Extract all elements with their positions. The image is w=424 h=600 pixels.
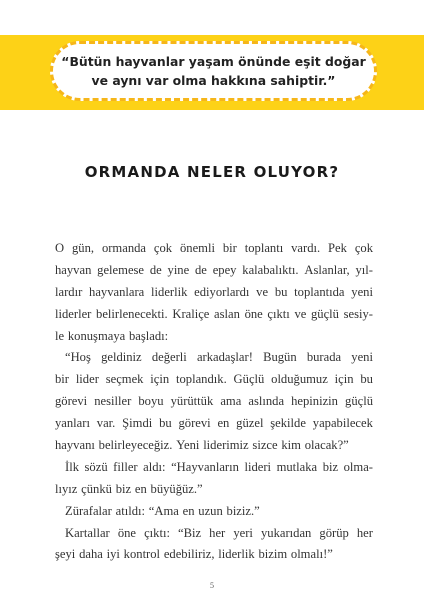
word: çünkü xyxy=(81,481,112,496)
word: gün, xyxy=(72,241,95,255)
word: olmalı!” xyxy=(290,547,333,562)
word: toplantı xyxy=(244,241,284,255)
word: iyi xyxy=(106,547,120,562)
word: en xyxy=(134,481,147,496)
word: sözü xyxy=(84,459,108,474)
story-text xyxy=(55,238,373,566)
word: olacak?” xyxy=(304,438,349,453)
word: hayvanı xyxy=(55,438,95,453)
word: lider xyxy=(75,372,99,387)
word: önemli xyxy=(179,241,215,255)
word: olma- xyxy=(343,459,373,474)
text-line xyxy=(55,479,373,501)
text-line xyxy=(55,413,373,435)
word: İlk xyxy=(65,459,79,474)
word: geldiniz xyxy=(101,350,142,365)
text-line xyxy=(55,391,373,413)
word: bir xyxy=(222,241,237,255)
word: gelemese xyxy=(97,262,145,277)
word: lıyız xyxy=(55,481,78,496)
word: le xyxy=(55,328,65,343)
word: başladı: xyxy=(129,328,169,343)
word: vardı. xyxy=(291,241,321,255)
text-line xyxy=(55,238,373,260)
word: belirleyeceğiz. xyxy=(98,438,173,453)
word: biz xyxy=(322,459,339,474)
word: konuşmaya xyxy=(67,328,126,343)
word: olduğumuz xyxy=(271,372,328,387)
text-line xyxy=(55,435,373,457)
word: çok xyxy=(153,241,173,255)
word: O xyxy=(55,241,65,255)
word: Pek xyxy=(328,241,347,255)
word: en xyxy=(217,416,230,431)
word: yapabilecek xyxy=(312,416,373,431)
word: burada xyxy=(306,350,342,365)
word: Aslanlar, xyxy=(304,262,350,277)
word: yeni xyxy=(351,350,373,365)
quote-line-1: “Bütün hayvanlar yaşam önünde eşit doğar xyxy=(61,54,366,69)
word: bu xyxy=(274,284,288,299)
word: Güçlü xyxy=(233,372,265,387)
word: kim xyxy=(281,438,301,453)
word: “Hoş xyxy=(65,350,91,365)
word: toplantıda xyxy=(294,284,345,299)
text-line xyxy=(55,501,373,523)
text-line xyxy=(55,369,373,391)
word: bu xyxy=(159,416,172,431)
text-line xyxy=(55,457,373,479)
word: görevi xyxy=(55,394,88,409)
word: için xyxy=(334,372,354,387)
word: aslan xyxy=(214,306,240,321)
word: ama xyxy=(220,394,242,409)
word: Kraliçe xyxy=(172,306,210,321)
word: en xyxy=(182,503,195,518)
text-line xyxy=(55,544,373,566)
text-line xyxy=(55,304,373,326)
word: hayvanlara xyxy=(89,284,145,299)
word: “Hayvanların xyxy=(171,459,239,474)
word: atıldı: xyxy=(115,503,145,518)
word: boyu xyxy=(138,394,164,409)
word: seçmek xyxy=(105,372,144,387)
word: bir xyxy=(55,372,69,387)
word: nesiller xyxy=(94,394,132,409)
word: yeni xyxy=(351,284,373,299)
word: arkadaşlar! xyxy=(196,350,253,365)
word: ve xyxy=(256,284,269,299)
word: şekilde xyxy=(270,416,306,431)
word: de xyxy=(149,262,162,277)
word: görevi xyxy=(178,416,211,431)
word: lardır xyxy=(55,284,83,299)
word: güzel xyxy=(236,416,264,431)
chapter-title: ORMANDA NELER OLUYOR? xyxy=(84,163,340,181)
word: “Ama xyxy=(148,503,179,518)
word: yanları xyxy=(55,416,90,431)
word: sizce xyxy=(252,438,278,453)
word: kontrol xyxy=(123,547,161,562)
word: hepinizin xyxy=(291,394,338,409)
word: epey xyxy=(212,262,237,277)
word: ediyorlardı xyxy=(194,284,250,299)
text-line xyxy=(55,260,373,282)
word: belirlenecekti. xyxy=(96,306,168,321)
word: güçlü xyxy=(345,394,373,409)
word: bizim xyxy=(258,547,288,562)
word: yine xyxy=(167,262,190,277)
word: toplandık. xyxy=(176,372,227,387)
quote-line-2: ve aynı var olma hakkına sahiptir.” xyxy=(91,73,336,88)
word: yeri xyxy=(233,525,253,540)
word: yürüttük xyxy=(170,394,214,409)
word: daha xyxy=(79,547,103,562)
word: hayvan xyxy=(55,262,92,277)
word: filler xyxy=(113,459,138,474)
word: her xyxy=(356,525,373,540)
word: lideri xyxy=(244,459,272,474)
word: her xyxy=(209,525,226,540)
word: büyüğüz.” xyxy=(150,481,203,496)
word: bu xyxy=(360,372,373,387)
word: var. xyxy=(96,416,116,431)
word: çok xyxy=(354,241,373,255)
word: liderimiz xyxy=(203,438,249,453)
word: Bugün xyxy=(263,350,297,365)
word: şeyi xyxy=(55,547,76,562)
word: aldı: xyxy=(143,459,166,474)
word: edebiliriz, xyxy=(163,547,215,562)
text-line xyxy=(55,282,373,304)
word: biz xyxy=(115,481,132,496)
word: yukarıdan xyxy=(260,525,312,540)
word: liderler xyxy=(55,306,92,321)
word: değerli xyxy=(151,350,187,365)
word: güçlü xyxy=(310,306,339,321)
word: Yeni xyxy=(176,438,200,453)
quote-box xyxy=(50,41,377,101)
word: liderlik xyxy=(218,547,255,562)
word: öne xyxy=(117,525,136,540)
word: ormanda xyxy=(101,241,146,255)
word: çıktı: xyxy=(144,525,170,540)
word: öne xyxy=(244,306,263,321)
word: Kartallar xyxy=(65,525,110,540)
word: de xyxy=(195,262,207,277)
word: ve xyxy=(294,306,307,321)
word: Şimdi xyxy=(122,416,153,431)
word: liderlik xyxy=(151,284,188,299)
word: mutlaka xyxy=(276,459,318,474)
word: görüp xyxy=(319,525,349,540)
text-line xyxy=(55,523,373,545)
word: uzun xyxy=(198,503,223,518)
word: sesiy- xyxy=(343,306,373,321)
word: kalabalıktı. xyxy=(242,262,299,277)
word: çıktı xyxy=(267,306,290,321)
word: yıl- xyxy=(355,262,373,277)
word: “Biz xyxy=(178,525,202,540)
page-number: 5 xyxy=(210,581,214,590)
word: için xyxy=(150,372,170,387)
word: aslında xyxy=(248,394,285,409)
text-line xyxy=(55,326,373,348)
text-line xyxy=(55,347,373,369)
word: biziz.” xyxy=(226,503,260,518)
word: Zürafalar xyxy=(65,503,112,518)
